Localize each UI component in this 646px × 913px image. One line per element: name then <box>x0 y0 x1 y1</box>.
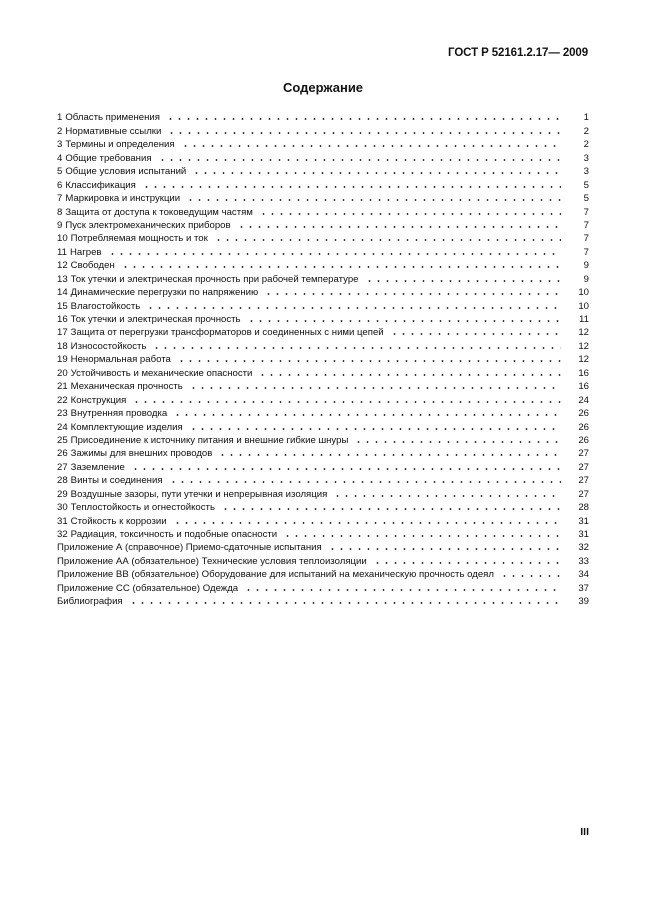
toc-entry <box>57 513 589 526</box>
toc-entry-label: Термины и определения <box>65 139 175 151</box>
toc-dot-leader <box>333 492 561 498</box>
toc-entry-label: Нормативные ссылки <box>65 125 162 137</box>
toc-entry-page: 26 <box>578 408 589 420</box>
toc-entry-page: 5 <box>583 179 589 191</box>
toc-entry-number: 32 <box>57 529 68 540</box>
toc-entry-page: 31 <box>578 515 589 527</box>
toc-entry-label: Маркировка и инструкции <box>65 193 181 205</box>
toc-entry <box>57 231 589 244</box>
toc-entry-label: Воздушные зазоры, пути утечки и непрерывная изоляция <box>70 488 328 500</box>
toc-entry-number: 2 <box>57 125 63 137</box>
toc-dot-leader <box>500 572 561 578</box>
toc-entry <box>57 365 589 378</box>
toc-entry-page: 26 <box>578 421 589 433</box>
toc-entry <box>57 191 589 204</box>
toc-entry-number: 23 <box>57 408 68 420</box>
toc-entry-label: Защита от доступа к токоведущим частям <box>65 206 253 218</box>
toc-entry-page: 27 <box>578 488 589 500</box>
toc-entry-page: 12 <box>578 340 589 352</box>
toc-entry <box>57 352 589 365</box>
toc-entry-page: 33 <box>578 555 589 567</box>
toc-entry <box>57 258 589 271</box>
toc-dot-leader <box>189 384 561 390</box>
toc-dot-leader <box>132 398 561 404</box>
toc-dot-leader <box>131 465 561 471</box>
toc-entry-page: 27 <box>578 448 589 460</box>
toc-entry-page: 37 <box>578 582 589 594</box>
toc-entry-number: 13 <box>57 273 68 285</box>
toc-title: Содержание <box>282 80 364 95</box>
toc-entry <box>57 433 589 446</box>
toc-entry-page: 7 <box>583 219 589 231</box>
toc-entry <box>57 419 589 432</box>
toc-entry-page: 7 <box>583 246 589 258</box>
toc-entry-page: 9 <box>583 260 589 272</box>
toc-entry <box>57 137 589 150</box>
toc-entry-page: 5 <box>583 193 589 205</box>
toc-entry-label: Классификация <box>65 179 136 191</box>
toc-entry <box>57 540 589 553</box>
toc-entry-label: Теплостойкость и огнестойкость <box>70 502 215 514</box>
toc-entry-number: 28 <box>57 475 68 487</box>
toc-entry-number: 27 <box>57 461 68 473</box>
toc-entry <box>57 298 589 311</box>
toc-entry-label: Заземление <box>70 461 125 473</box>
toc-entry <box>57 204 589 217</box>
toc-entry-label: Зажимы для внешних проводов <box>70 448 213 460</box>
toc-dot-leader <box>108 250 562 256</box>
toc-entry-number: 18 <box>57 340 68 352</box>
toc-dot-leader <box>192 169 561 175</box>
document-code: ГОСТ Р 52161.2.17— 2009 <box>448 47 588 59</box>
toc-entry <box>57 379 589 392</box>
toc-entry-page: 12 <box>578 327 589 339</box>
toc-dot-leader <box>167 129 561 135</box>
toc-entry-page: 1 <box>583 112 589 124</box>
toc-entry <box>57 218 589 231</box>
toc-entry-number: 11 <box>57 246 67 258</box>
toc-entry-number: 17 <box>57 327 68 339</box>
toc-entry <box>57 271 589 284</box>
toc-dot-leader <box>259 210 561 216</box>
toc-entry-page: 7 <box>583 206 589 218</box>
toc-entry-page: 3 <box>583 166 589 178</box>
toc-entry <box>57 446 589 459</box>
toc-entry-number: 15 <box>57 300 68 312</box>
toc-entry-number: 20 <box>57 367 68 379</box>
toc-dot-leader <box>129 599 561 605</box>
toc-entry-number: 9 <box>57 219 63 231</box>
toc-entry <box>57 459 589 472</box>
toc-dot-leader <box>244 586 561 592</box>
toc-entry <box>57 553 589 566</box>
toc-entry-label: Общие условия испытаний <box>65 166 187 178</box>
toc-entry-label: Устойчивость и механические опасности <box>70 367 253 379</box>
toc-entry <box>57 285 589 298</box>
toc-entry-number: 31 <box>57 515 68 527</box>
toc-entry-page: 10 <box>578 287 589 299</box>
toc-entry <box>57 164 589 177</box>
toc-entry-label: Динамические перегрузки по напряжению <box>70 287 259 299</box>
toc-entry-page: 16 <box>578 367 589 379</box>
toc-entry-label: Радиация, токсичность и подобные опасности <box>70 529 278 540</box>
toc-entry-label: Внутренняя проводка <box>70 408 168 420</box>
table-of-contents <box>57 110 589 607</box>
toc-entry-label: Библиография <box>57 596 123 608</box>
toc-entry-label: Область применения <box>65 112 160 124</box>
toc-entry-page: 11 <box>579 314 589 325</box>
toc-entry-page: 27 <box>578 461 589 473</box>
toc-entry-number: 21 <box>57 381 68 393</box>
toc-entry-number: 7 <box>57 193 63 205</box>
toc-entry-number: 4 <box>57 152 63 164</box>
toc-entry-number: 30 <box>57 502 68 514</box>
toc-entry-number: 29 <box>57 488 68 500</box>
toc-entry <box>57 527 589 540</box>
toc-entry-page: 24 <box>578 394 589 406</box>
toc-dot-leader <box>214 236 561 242</box>
toc-dot-leader <box>142 183 561 189</box>
toc-entry-page: 3 <box>583 152 589 164</box>
toc-entry-label: Стойкость к коррозии <box>70 515 167 527</box>
toc-entry-label: Приложение ВВ (обязательное) Оборудование для испытаний на механическую прочность одеял <box>57 569 494 581</box>
toc-entry-label: Приложение СС (обязательное) Одежда <box>57 582 239 594</box>
toc-entry-number: 26 <box>57 448 68 460</box>
toc-dot-leader <box>186 196 561 202</box>
toc-entry-label: Потребляемая мощность и ток <box>70 233 208 245</box>
toc-entry-label: Пуск электромеханических приборов <box>65 219 231 231</box>
toc-dot-leader <box>181 142 561 148</box>
toc-dot-leader <box>173 519 561 525</box>
toc-entry-number: 25 <box>57 434 68 446</box>
toc-dot-leader <box>247 317 561 323</box>
toc-entry-label: Конструкция <box>70 394 127 406</box>
toc-entry-number: 22 <box>57 394 68 406</box>
toc-entry <box>57 500 589 513</box>
toc-entry-label: Винты и соединения <box>70 475 163 487</box>
toc-dot-leader <box>221 505 561 511</box>
toc-entry-label: Ток утечки и электрическая прочность при рабочей температуре <box>70 273 359 285</box>
toc-entry-page: 7 <box>583 233 589 245</box>
toc-entry-number: 24 <box>57 421 68 433</box>
toc-entry-page: 32 <box>578 542 589 554</box>
toc-entry-label: Механическая прочность <box>70 381 183 393</box>
toc-entry <box>57 150 589 163</box>
toc-entry-number: 6 <box>57 179 63 191</box>
toc-entry-number: 10 <box>57 233 68 245</box>
toc-entry-page: 27 <box>578 475 589 487</box>
toc-entry-number: 16 <box>57 314 68 325</box>
toc-entry-label: Приложение АА (обязательное) Технические условия теплоизоляции <box>57 555 367 567</box>
toc-dot-leader <box>169 478 561 484</box>
toc-entry-number: 8 <box>57 206 63 218</box>
toc-entry-label: Ток утечки и электрическая прочность <box>70 314 241 325</box>
toc-entry <box>57 594 589 607</box>
toc-entry <box>57 580 589 593</box>
toc-dot-leader <box>237 223 561 229</box>
toc-entry-label: Ненормальная работа <box>70 354 171 366</box>
toc-dot-leader <box>373 559 561 565</box>
toc-entry <box>57 392 589 405</box>
toc-entry-label: Комплектующие изделия <box>70 421 183 433</box>
toc-entry-page: 39 <box>578 596 589 608</box>
toc-entry <box>57 486 589 499</box>
toc-dot-leader <box>283 532 561 538</box>
toc-entry-number: 1 <box>57 112 63 124</box>
toc-dot-leader <box>177 357 561 363</box>
toc-entry <box>57 406 589 419</box>
toc-entry <box>57 177 589 190</box>
toc-entry <box>57 244 589 257</box>
toc-dot-leader <box>390 330 561 336</box>
toc-dot-leader <box>158 156 561 162</box>
page-number: III <box>580 826 589 838</box>
toc-entry <box>57 567 589 580</box>
toc-entry-number: 14 <box>57 287 68 299</box>
toc-entry-label: Присоединение к источнику питания и внешние гибкие шнуры <box>70 434 349 446</box>
toc-entry-label: Приложение А (справочное) Приемо-сдаточные испытания <box>57 542 322 554</box>
toc-entry-page: 9 <box>583 273 589 285</box>
toc-entry <box>57 312 589 325</box>
toc-entry-page: 16 <box>578 381 589 393</box>
toc-entry-label: Влагостойкость <box>70 300 141 312</box>
toc-entry-page: 2 <box>583 125 589 137</box>
toc-entry-label: Свободен <box>70 260 115 272</box>
toc-entry-page: 26 <box>578 434 589 446</box>
toc-entry-label: Нагрев <box>69 246 102 258</box>
toc-entry-page: 28 <box>578 502 589 514</box>
toc-dot-leader <box>146 304 561 310</box>
toc-entry-label: Износостойкость <box>70 340 147 352</box>
toc-entry-page: 2 <box>583 139 589 151</box>
toc-entry-number: 3 <box>57 139 63 151</box>
toc-entry-page: 34 <box>578 569 589 581</box>
toc-entry-page: 12 <box>578 354 589 366</box>
toc-entry <box>57 123 589 136</box>
toc-entry <box>57 473 589 486</box>
toc-dot-leader <box>218 451 561 457</box>
toc-dot-leader <box>166 115 561 121</box>
toc-entry-number: 12 <box>57 260 68 272</box>
toc-entry-label: Общие требования <box>65 152 152 164</box>
toc-dot-leader <box>264 290 561 296</box>
toc-dot-leader <box>365 277 562 283</box>
toc-entry-page: 31 <box>578 529 589 540</box>
toc-entry-page: 10 <box>578 300 589 312</box>
toc-entry <box>57 338 589 351</box>
toc-entry <box>57 325 589 338</box>
toc-dot-leader <box>121 263 561 269</box>
toc-dot-leader <box>189 425 561 431</box>
toc-entry <box>57 110 589 123</box>
toc-dot-leader <box>152 344 561 350</box>
toc-dot-leader <box>328 545 561 551</box>
toc-dot-leader <box>258 371 561 377</box>
toc-dot-leader <box>173 411 561 417</box>
toc-entry-number: 5 <box>57 166 63 178</box>
toc-dot-leader <box>354 438 561 444</box>
toc-entry-label: Защита от перегрузки трансформаторов и соединенных с ними цепей <box>70 327 384 339</box>
toc-entry-number: 19 <box>57 354 68 366</box>
